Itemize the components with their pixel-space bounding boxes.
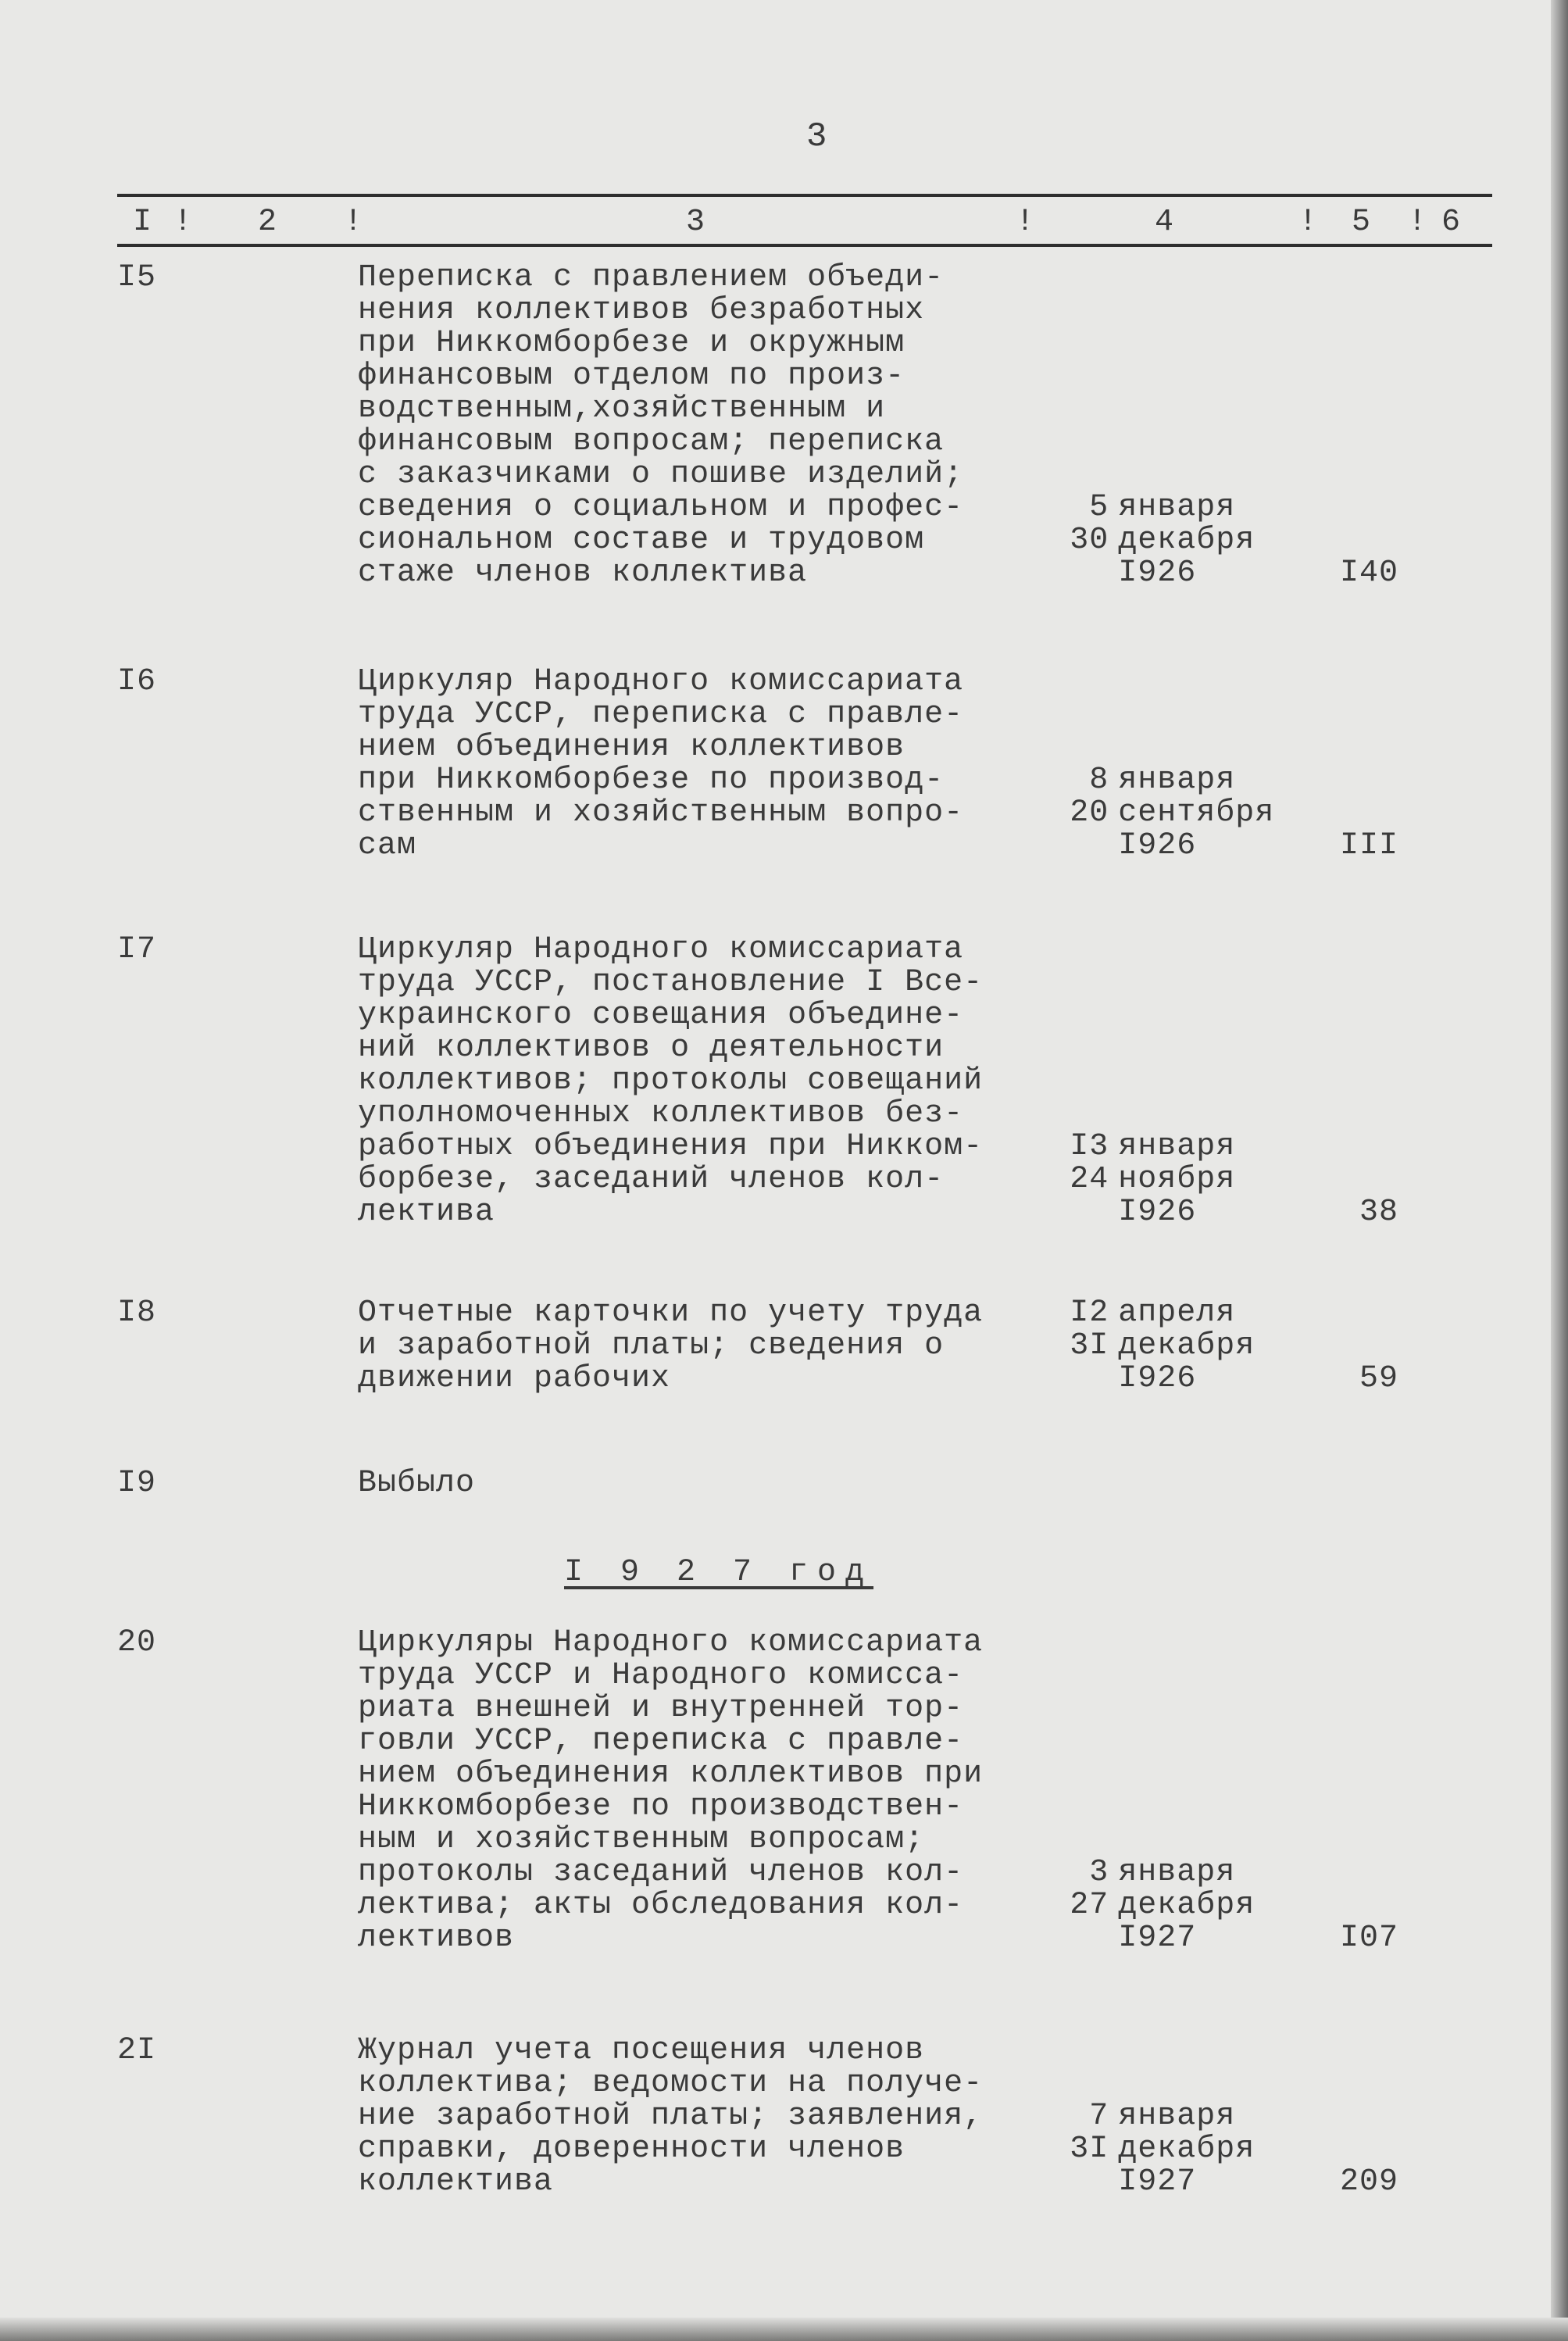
item-dates [1063, 1857, 1298, 1955]
header-col-2: 2 [258, 205, 277, 240]
start-month: января [1118, 490, 1236, 525]
table-row [117, 934, 1398, 1229]
end-day: 3I [1070, 1328, 1109, 1363]
header-sep: ! [1298, 205, 1318, 240]
item-number: I7 [117, 932, 157, 967]
page-edge-shadow [1551, 0, 1568, 2341]
start-day: 3 [1089, 1855, 1109, 1890]
item-dates [1063, 2100, 1298, 2199]
year: I927 [1118, 1921, 1197, 1956]
end-month: ноября [1118, 1162, 1236, 1197]
item-number: I5 [117, 260, 157, 295]
table-row [117, 1627, 1398, 1955]
item-description: Циркуляр Народного комиссариата труда УССР, постановление I Все- украинского совещания объедине- ний коллективов о деятельности коллективов; протоколы совещаний уполномоченных коллективов без- работных объединения при Никком- борбезе, заседаний членов кол- лектива [358, 932, 984, 1230]
item-dates [1063, 1297, 1298, 1396]
start-month: января [1118, 2099, 1236, 2134]
page-bottom-edge [0, 2318, 1568, 2341]
header-top-rule [117, 194, 1492, 197]
sheet-count: I07 [1339, 1921, 1398, 1956]
table-row [117, 1297, 1398, 1396]
end-day: 27 [1070, 1888, 1109, 1923]
header-sep: ! [1408, 205, 1427, 240]
sheet-count: I40 [1339, 556, 1398, 591]
item-description: Переписка с правлением объеди- нения коллективов безработных при Никкомборбезе и окружным финансовым отделом по произ- водственным,хозяйственным и финансовым вопросам; переписка с заказчиками о пошиве изделий; сведения о социальном и профес- сиональном составе и трудовом стаже членов коллектива [358, 260, 964, 591]
header-sep: ! [1016, 205, 1035, 240]
item-number: 2I [117, 2033, 157, 2068]
end-month: декабря [1118, 1328, 1255, 1363]
item-description: Журнал учета посещения членов коллектива; ведомости на получе- ние заработной платы; заявления, справки, доверенности членов коллектива [358, 2033, 984, 2200]
start-day: 5 [1089, 490, 1109, 525]
end-month: сентября [1118, 795, 1275, 831]
year-heading: I 9 2 7 год [564, 1555, 874, 1590]
item-dates [1063, 764, 1298, 863]
year: I926 [1118, 556, 1197, 591]
year: I926 [1118, 1195, 1197, 1230]
header-col-4: 4 [1155, 205, 1174, 240]
year: I927 [1118, 2164, 1197, 2200]
start-month: апреля [1118, 1296, 1236, 1331]
item-number: I8 [117, 1296, 157, 1331]
end-month: декабря [1118, 2132, 1255, 2167]
page-number: 3 [806, 117, 827, 156]
end-day: 30 [1070, 523, 1109, 558]
end-day: 3I [1070, 2132, 1109, 2167]
sheet-count: III [1339, 828, 1398, 863]
end-day: 24 [1070, 1162, 1109, 1197]
end-month: декабря [1118, 1888, 1255, 1923]
item-description: Выбыло [358, 1466, 476, 1501]
item-number: 20 [117, 1625, 157, 1660]
header-col-5: 5 [1352, 205, 1371, 240]
start-day: 7 [1089, 2099, 1109, 2134]
table-row [117, 262, 1398, 590]
header-col-6: 6 [1441, 205, 1461, 240]
item-dates [1063, 1131, 1298, 1229]
header-sep: ! [344, 205, 363, 240]
table-row [117, 2035, 1398, 2199]
year: I926 [1118, 828, 1197, 863]
start-month: января [1118, 1129, 1236, 1164]
start-month: января [1118, 1855, 1236, 1890]
item-description: Отчетные карточки по учету труда и заработной платы; сведения о движении рабочих [358, 1296, 984, 1396]
header-col-3: 3 [686, 205, 705, 240]
item-number: I6 [117, 664, 157, 699]
start-month: января [1118, 763, 1236, 798]
sheet-count: 59 [1359, 1361, 1398, 1396]
end-day: 20 [1070, 795, 1109, 831]
start-day: I2 [1070, 1296, 1109, 1331]
sheet-count: 209 [1339, 2164, 1398, 2200]
item-description: Циркуляры Народного комиссариата труда УССР и Народного комисса- риата внешней и внутренней тор- говли УССР, переписка с правле- нием объединения коллективов при Никкомборбезе по производствен- ным и хозяйственным вопросам; протоколы заседаний членов кол- лектива; акты обследования кол- лективов [358, 1625, 984, 1956]
table-row [117, 666, 1398, 863]
header-sep: ! [173, 205, 193, 240]
item-description: Циркуляр Народного комиссариата труда УССР, переписка с правле- нием объединения коллективов при Никкомборбезе по производ- ственным и хозяйственным вопро- сам [358, 664, 964, 863]
header-col-1: I [133, 205, 152, 240]
item-dates [1063, 491, 1298, 590]
start-day: I3 [1070, 1129, 1109, 1164]
end-month: декабря [1118, 523, 1255, 558]
year: I926 [1118, 1361, 1197, 1396]
item-number: I9 [117, 1466, 157, 1501]
table-row [117, 1467, 1398, 1500]
start-day: 8 [1089, 763, 1109, 798]
sheet-count: 38 [1359, 1195, 1398, 1230]
header-bottom-rule [117, 244, 1492, 247]
